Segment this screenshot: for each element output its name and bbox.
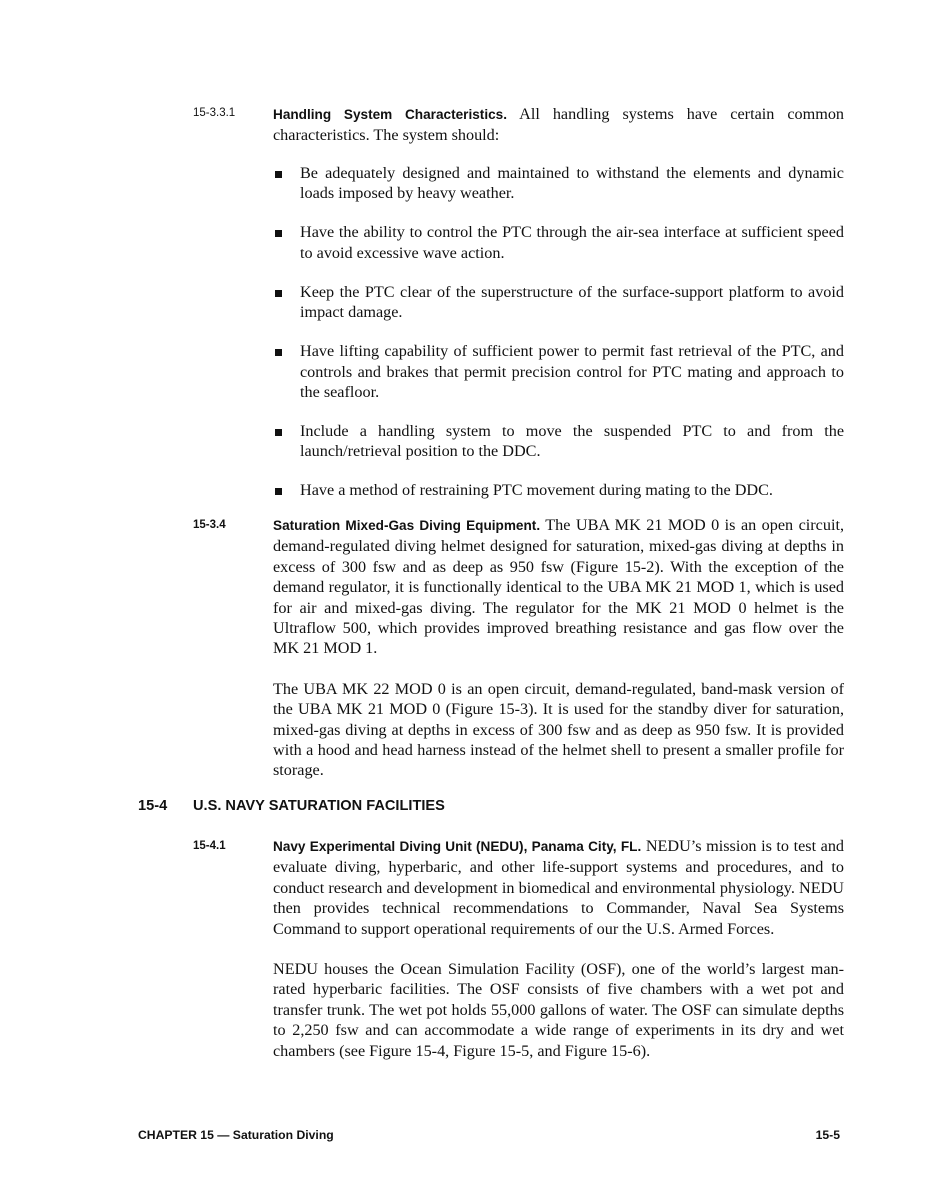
bullet-square-icon	[275, 488, 282, 495]
paragraph: NEDU houses the Ocean Simulation Facility (OSF), one of the world’s largest man-rated hyperbaric facilities. The OSF consists of five chambers with a wet pot and transfer trunk. The wet pot holds 55,000 gallons of water. The OSF can simulate depths to 2,250 fsw and can accommodate a wide range of experiments in its dry and wet chambers (see Figure 15-4, Figure 15-5, and Figure 15-6).	[273, 960, 844, 1060]
bullet-square-icon	[275, 171, 282, 178]
bullet-text: Have the ability to control the PTC through the air-sea interface at sufficient speed to avoid excessive wave action.	[300, 223, 844, 262]
paragraph: The UBA MK 22 MOD 0 is an open circuit, demand-regulated, band-mask version of the UBA MK 21 MOD 0 (Figure 15-3). It is used for the standby diver for saturation, mixed-gas diving at depths in excess of 300 fsw and as deep as 950 fsw. It is provided with a hood and head harness instead of the helmet shell to present a smaller profile for storage.	[273, 679, 844, 780]
bullet-square-icon	[275, 429, 282, 436]
bullet-square-icon	[275, 290, 282, 297]
section-number-15-4: 15-4	[138, 798, 168, 814]
list-item	[273, 282, 844, 323]
section-heading-saturation-equipment: Saturation Mixed-Gas Diving Equipment.	[273, 518, 541, 533]
footer-page-number: 15-5	[815, 1128, 840, 1142]
section-heading-handling-system: Handling System Characteristics.	[273, 107, 507, 122]
bullet-square-icon	[275, 230, 282, 237]
paragraph-text: NEDU’s mission is to test and evaluate diving, hyperbaric, and other life-support systems and procedures, and to conduct research and development in biomedical and environmental physiology. NEDU then provides technical recommendations to Commander, Naval Sea Systems Command to support operational requirements of our the U.S. Armed Forces.	[273, 837, 845, 938]
list-item	[273, 341, 844, 402]
section-number-15-3-3-1: 15-3.3.1	[193, 107, 236, 119]
paragraph	[273, 836, 844, 939]
handling-characteristics-list	[273, 163, 844, 519]
paragraph	[273, 515, 844, 659]
list-item	[273, 480, 844, 500]
section-15-4-1-body	[273, 836, 844, 1061]
footer-chapter-title: CHAPTER 15 — Saturation Diving	[138, 1128, 334, 1142]
section-15-3-4-body	[273, 515, 844, 781]
bullet-text: Keep the PTC clear of the superstructure of the surface-support platform to avoid impact damage.	[300, 282, 844, 322]
section-number-15-4-1: 15-4.1	[193, 840, 226, 852]
bullet-text: Be adequately designed and maintained to withstand the elements and dynamic loads imposed by heavy weather.	[300, 164, 844, 203]
list-item	[273, 421, 844, 462]
bullet-text: Include a handling system to move the suspended PTC to and from the launch/retrieval position to the DDC.	[300, 422, 844, 461]
section-heading-nedu: Navy Experimental Diving Unit (NEDU), Panama City, FL.	[273, 839, 642, 854]
bullet-text: Have a method of restraining PTC movement during mating to the DDC.	[300, 481, 773, 500]
section-intro-text: All handling systems have certain common characteristics. The system should:	[273, 105, 845, 145]
bullet-square-icon	[275, 349, 282, 356]
section-15-3-3-1-intro	[273, 104, 844, 146]
section-title-saturation-facilities: U.S. NAVY SATURATION FACILITIES	[193, 798, 445, 814]
section-number-15-3-4: 15-3.4	[193, 519, 226, 531]
list-item	[273, 222, 844, 263]
list-item	[273, 163, 844, 204]
bullet-text: Have lifting capability of sufficient power to permit fast retrieval of the PTC, and controls and brakes that permit precision control for PTC mating and approach to the seafloor.	[300, 342, 844, 402]
paragraph-text: The UBA MK 21 MOD 0 is an open circuit, demand-regulated diving helmet designed for saturation, mixed-gas diving at depths in excess of 300 fsw and as deep as 950 fsw (Figure 15-2). With the exception of the demand regulator, it is functionally identical to the UBA MK 21 MOD 1, which is used for air and mixed-gas diving. The regulator for the MK 21 MOD 0 helmet is the Ultraflow 500, which provides improved breathing resistance and gas flow over the MK 21 MOD 1.	[273, 516, 845, 658]
